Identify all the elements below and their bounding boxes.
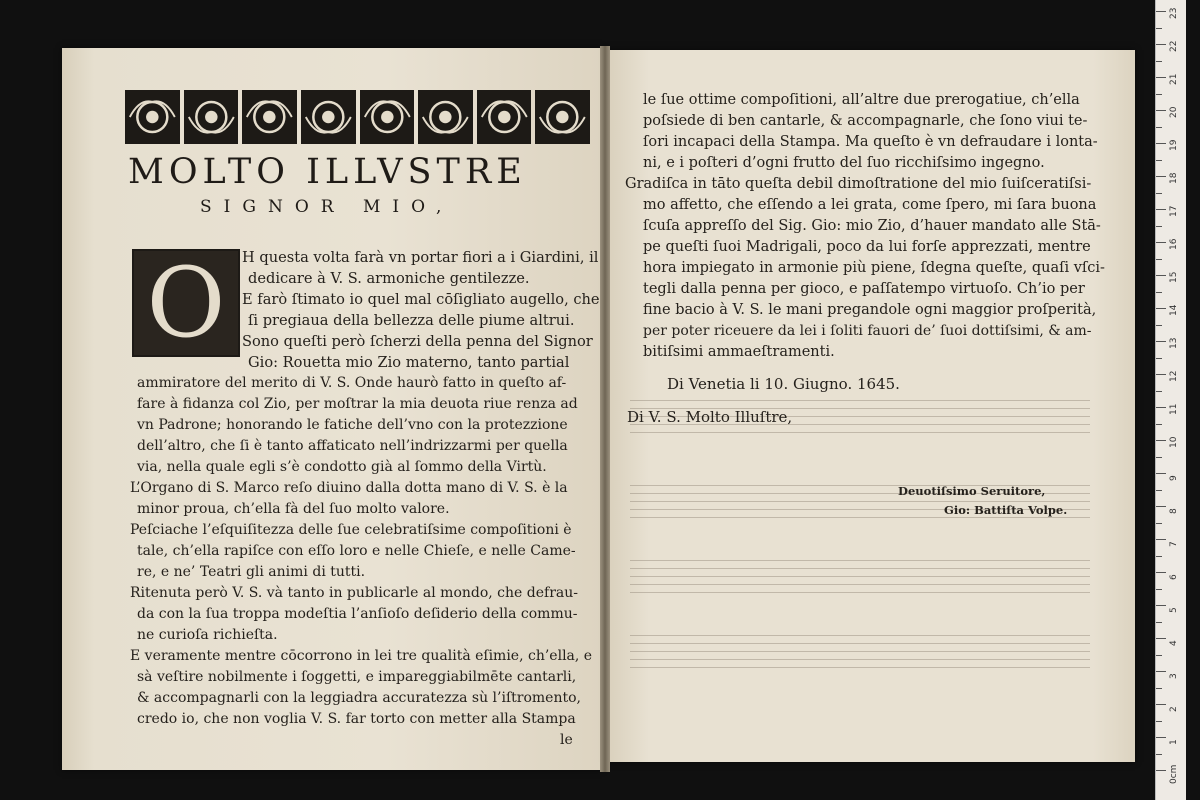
ruler-tick (1156, 341, 1166, 342)
ruler-number: 6 (1169, 574, 1179, 580)
ornament-tile (477, 90, 532, 144)
text-line: re, e ne’ Teatri gli animi di tutti. (137, 564, 366, 580)
drop-cap-letter: O (146, 247, 226, 359)
ruler-tick (1156, 655, 1162, 656)
ruler-tick (1156, 523, 1162, 524)
ruler-tick (1156, 143, 1166, 144)
ruler-number: 10 (1169, 436, 1179, 448)
ruler-tick (1156, 721, 1162, 722)
text-line: sà veſtire nobilmente i ſoggetti, e impareggiabilmēte cantarli, (137, 669, 577, 685)
book-gutter (600, 46, 610, 772)
text-line: vn Padrone; honorando le fatiche dell’vno con la protezzione (137, 417, 568, 433)
ruler-tick (1156, 539, 1166, 540)
ruler-tick (1156, 506, 1166, 507)
ruler-tick (1156, 226, 1162, 227)
text-line: Gio: Rouetta mio Zio materno, tanto partial (248, 354, 570, 371)
ruler-tick (1156, 176, 1166, 177)
ruler-number: 19 (1169, 139, 1179, 151)
text-line: ammiratore del merito di V. S. Onde haurò fatto in queſto af- (137, 375, 567, 391)
signature-name: Gio: Battiſta Volpe. (944, 503, 1068, 517)
ruler-number: 18 (1169, 172, 1179, 184)
text-line: E farò ſtimato io quel mal cōſigliato augello, che (242, 291, 600, 308)
ruler-tick (1156, 61, 1162, 62)
text-line: tegli dalla penna per gioco, e paſſatempo virtuoſo. Ch’io per (643, 281, 1085, 297)
ruler-tick (1156, 160, 1162, 161)
measuring-ruler (1155, 0, 1186, 800)
text-line: ſori incapaci della Stampa. Ma queſto è vn defraudare i lonta- (643, 134, 1098, 150)
text-line: ſcuſa appreſſo del Sig. Gio: mio Zio, d’hauer mandato alle Stā- (643, 218, 1101, 234)
ruler-number: 7 (1169, 541, 1179, 547)
ruler-tick (1156, 209, 1166, 210)
decorated-initial (132, 249, 240, 357)
ruler-number: 16 (1169, 238, 1179, 250)
ruler-tick (1156, 110, 1166, 111)
staff (630, 635, 1090, 675)
ruler-number: 20 (1169, 106, 1179, 118)
ornament-tile (418, 90, 473, 144)
ruler-unit-label: 0cm (1169, 764, 1179, 784)
ruler-number: 22 (1169, 40, 1179, 52)
text-line: dell’altro, che ſi è tanto affaticato nell’indrizzarmi per quella (137, 438, 568, 454)
ruler-number: 5 (1169, 607, 1179, 613)
ornament-tile (184, 90, 239, 144)
ruler-tick (1156, 275, 1166, 276)
dedication-subtitle: SIGNOR MIO, (200, 197, 454, 217)
ruler-tick (1156, 391, 1162, 392)
text-line: Sono queſti però ſcherzi della penna del Signor (242, 333, 593, 350)
ruler-number: 15 (1169, 271, 1179, 283)
text-line: ne curioſa richieſta. (137, 627, 278, 643)
ruler-tick (1156, 374, 1166, 375)
text-line: H questa volta farà vn portar fiori a i Giardini, il (242, 249, 599, 266)
date-line: Di Venetia li 10. Giugno. 1645. (667, 375, 900, 393)
ruler-number: 13 (1169, 337, 1179, 349)
ruler-number: 3 (1169, 673, 1179, 679)
text-line: mo affetto, che eſſendo a lei grata, come ſpero, mi ſara buona (643, 197, 1097, 213)
text-line: le ſue ottime compoſitioni, all’altre due prerogatiue, ch’ella (643, 92, 1080, 108)
ruler-tick (1156, 770, 1166, 771)
ornament-tile (242, 90, 297, 144)
ruler-number: 8 (1169, 508, 1179, 514)
ruler-tick (1156, 28, 1162, 29)
ornament-tile (125, 90, 180, 144)
ornamental-headpiece (125, 90, 590, 144)
text-line: pe queſti ſuoi Madrigali, poco da lui forſe apprezzati, mentre (643, 239, 1091, 255)
ruler-tick (1156, 407, 1166, 408)
ruler-number: 21 (1169, 73, 1179, 85)
ruler-tick (1156, 308, 1166, 309)
text-line: via, nella quale egli s’è condotto già al ſommo della Virtù. (137, 459, 547, 475)
ruler-tick (1156, 638, 1166, 639)
text-line: Peſciache l’eſquiſitezza delle ſue celebratiſsime compoſitioni è (130, 522, 572, 538)
text-line: credo io, che non voglia V. S. far torto con metter alla Stampa (137, 711, 576, 727)
text-line: tale, ch’ella rapiſce con eſſo loro e nelle Chieſe, e nelle Came- (137, 543, 576, 559)
text-line: poſsiede di ben cantarle, & accompagnarle, che ſono viui te- (643, 113, 1088, 129)
ornament-tile (535, 90, 590, 144)
ruler-tick (1156, 193, 1162, 194)
text-line: L’Organo di S. Marco reſo diuino dalla dotta mano di V. S. è la (130, 480, 568, 496)
ruler-number: 12 (1169, 370, 1179, 382)
ruler-tick (1156, 490, 1162, 491)
ornament-tile (360, 90, 415, 144)
text-line: & accompagnarli con la leggiadra accuratezza sù l’iſtromento, (137, 690, 581, 706)
ruler-tick (1156, 572, 1166, 573)
ruler-tick (1156, 440, 1166, 441)
ruler-number: 4 (1169, 640, 1179, 646)
dedication-title: MOLTO ILLVSTRE (128, 152, 527, 192)
ruler-tick (1156, 688, 1162, 689)
ruler-tick (1156, 94, 1162, 95)
ruler-tick (1156, 127, 1162, 128)
text-line: fine bacio à V. S. le mani pregandole ogni maggior proſperità, (643, 302, 1097, 318)
ruler-number: 11 (1169, 403, 1179, 415)
ruler-tick (1156, 556, 1162, 557)
staff (630, 560, 1090, 600)
ruler-tick (1156, 292, 1162, 293)
ruler-tick (1156, 605, 1166, 606)
ruler-number: 1 (1169, 739, 1179, 745)
ruler-tick (1156, 754, 1162, 755)
ruler-tick (1156, 44, 1166, 45)
catchword: le (560, 732, 573, 748)
ruler-tick (1156, 671, 1166, 672)
text-line: fare à fidanza col Zio, per moſtrar la mia deuota riue renza ad (137, 396, 578, 412)
text-line: Ritenuta però V. S. và tanto in publicarle al mondo, che defrau- (130, 585, 578, 601)
ornament-tile (301, 90, 356, 144)
text-line: ſi pregiaua della bellezza delle piume altrui. (248, 312, 575, 329)
ruler-tick (1156, 704, 1166, 705)
ruler-tick (1156, 737, 1166, 738)
ruler-tick (1156, 622, 1162, 623)
ruler-tick (1156, 358, 1162, 359)
ruler-tick (1156, 424, 1162, 425)
ruler-tick (1156, 589, 1162, 590)
ruler-tick (1156, 259, 1162, 260)
ruler-number: 9 (1169, 475, 1179, 481)
ruler-tick (1156, 11, 1166, 12)
ruler-number: 23 (1169, 7, 1179, 19)
ruler-number: 17 (1169, 205, 1179, 217)
text-line: da con la ſua troppa modeſtia l’anſioſo deſiderio della commu- (137, 606, 578, 622)
text-line: per poter riceuere da lei i ſoliti fauori de’ ſuoi dottiſsimi, & am- (643, 323, 1092, 339)
ruler-tick (1156, 77, 1166, 78)
ruler-tick (1156, 242, 1166, 243)
text-line: Gradiſca in tāto queſta debil dimoſtratione del mio ſuiſceratiſsi- (625, 176, 1092, 192)
ruler-tick (1156, 457, 1162, 458)
ruler-number: 2 (1169, 706, 1179, 712)
ruler-tick (1156, 325, 1162, 326)
text-line: minor proua, ch’ella fà del ſuo molto valore. (137, 501, 450, 517)
signature-title: Deuotiſsimo Seruitore, (898, 484, 1046, 498)
text-line: dedicare à V. S. armoniche gentilezze. (248, 270, 530, 287)
salutation: Di V. S. Molto Illuſtre, (627, 408, 793, 426)
text-line: ni, e i poſteri d’ogni frutto del ſuo ricchiſsimo ingegno. (643, 155, 1045, 171)
text-line: E veramente mentre cōcorrono in lei tre qualità eſimie, ch’ella, e (130, 648, 593, 664)
ruler-number: 14 (1169, 304, 1179, 316)
text-line: bitiſsimi ammaeſtramenti. (643, 344, 835, 360)
text-line: hora impiegato in armonie più piene, ſdegna queſte, quaſi vſci- (643, 260, 1105, 276)
ruler-tick (1156, 473, 1166, 474)
